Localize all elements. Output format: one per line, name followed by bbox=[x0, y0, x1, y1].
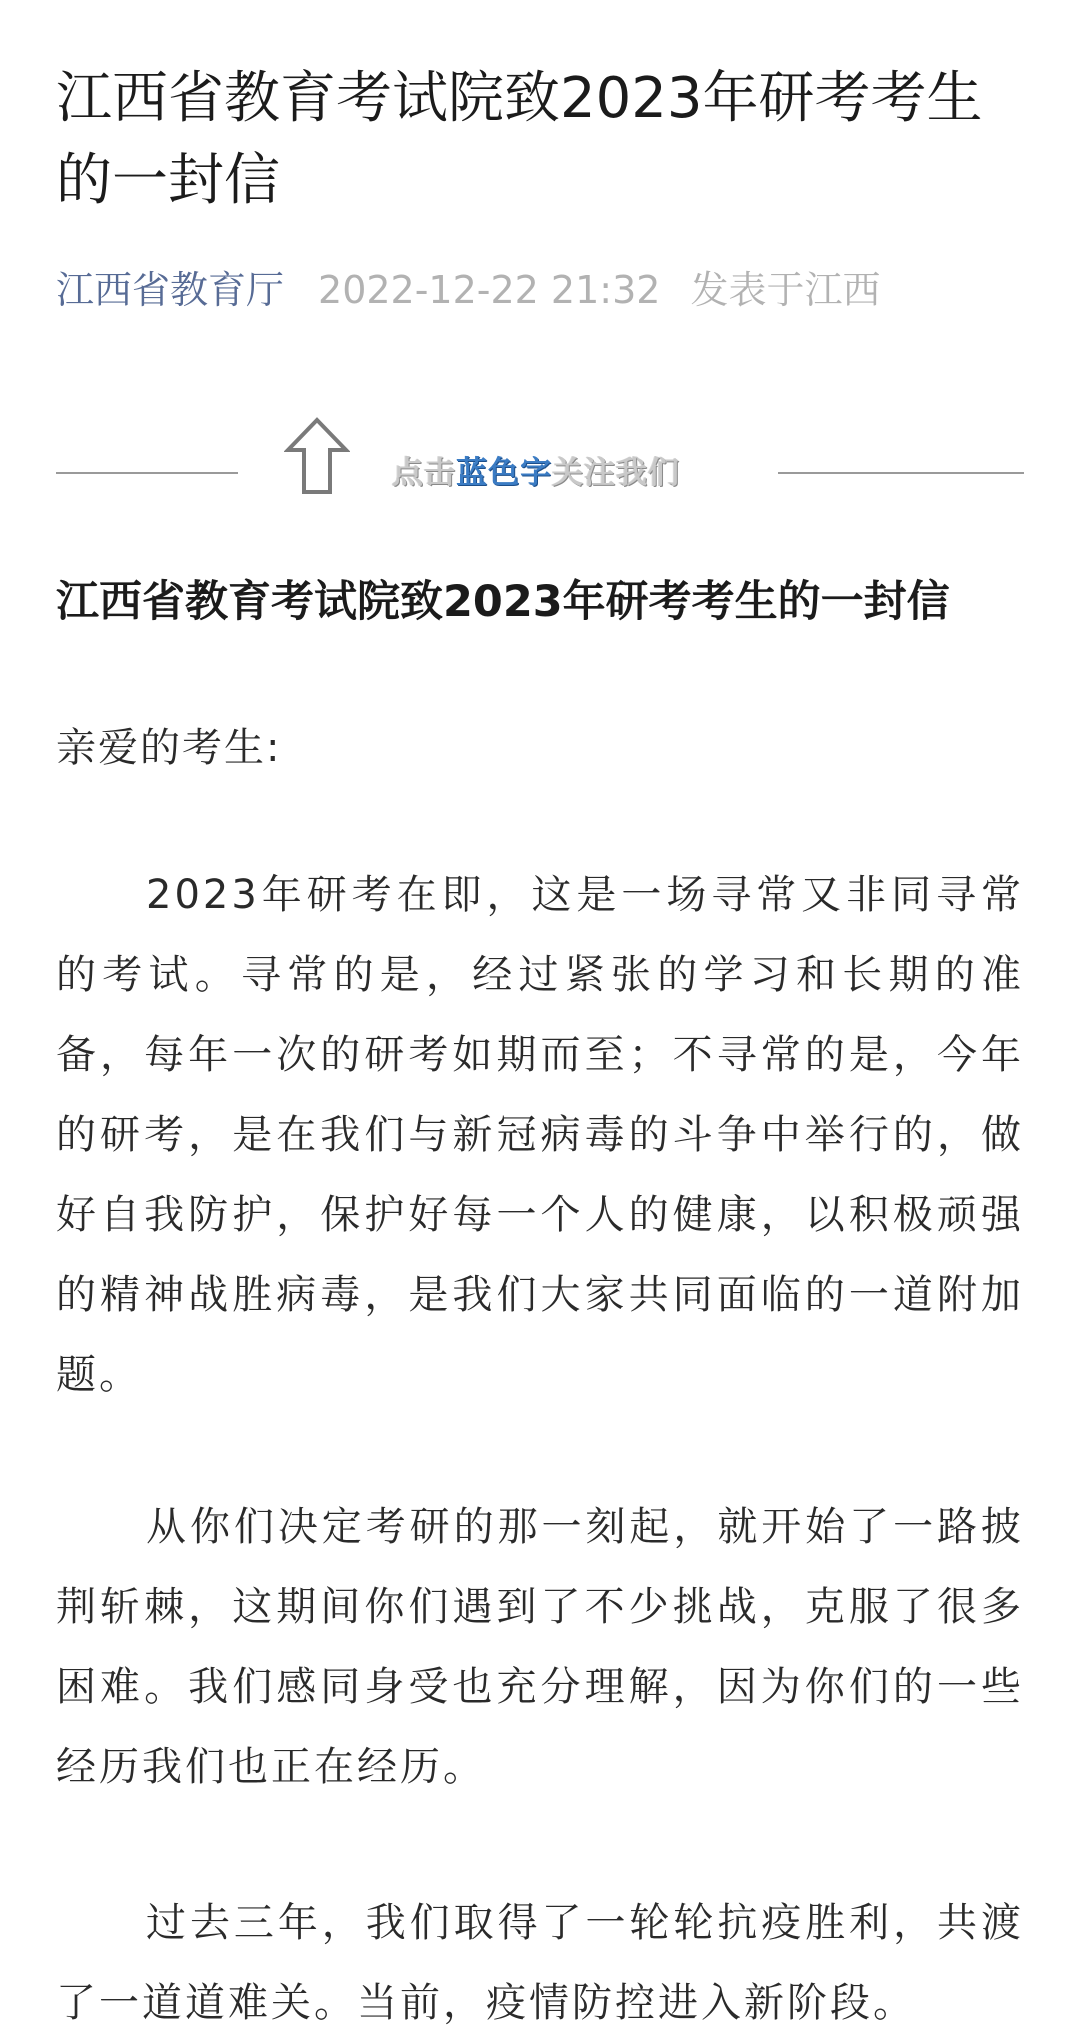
publish-time: 2022-12-22 21:32 bbox=[318, 268, 661, 312]
article-meta bbox=[56, 262, 880, 318]
content-heading: 江西省教育考试院致2023年研考考生的一封信 bbox=[56, 577, 950, 627]
follow-highlight: 蓝色字 bbox=[456, 455, 552, 491]
salutation: 亲爱的考生: bbox=[56, 725, 282, 771]
paragraph: 过去三年，我们取得了一轮轮抗疫胜利，共渡了一道道难关。当前，疫情防控进入新阶段。 bbox=[56, 1900, 1024, 2026]
account-name-link[interactable]: 江西省教育厅 bbox=[56, 268, 285, 312]
article-title: 江西省教育考试院致2023年研考考生的一封信 bbox=[56, 66, 983, 213]
follow-suffix: 关注我们 bbox=[552, 455, 680, 491]
up-arrow-icon bbox=[284, 416, 350, 496]
divider-left bbox=[56, 472, 238, 474]
paragraph: 2023年研考在即，这是一场寻常又非同寻常的考试。寻常的是，经过紧张的学习和长期的准备，每年一次的研考如期而至；不寻常的是，今年的研考，是在我们与新冠病毒的斗争中举行的，做好自我防护，保护好每一个人的健康，以积极顽强的精神战胜病毒，是我们大家共同面临的一道附加题。 bbox=[56, 872, 1024, 1398]
publish-location: 发表于江西 bbox=[690, 268, 881, 312]
paragraph: 从你们决定考研的那一刻起，就开始了一路披荆斩棘，这期间你们遇到了不少挑战，克服了很多困难。我们感同身受也充分理解，因为你们的一些经历我们也正在经历。 bbox=[56, 1504, 1024, 1790]
follow-prefix: 点击 bbox=[392, 455, 456, 491]
divider-right bbox=[778, 472, 1024, 474]
follow-prompt-text bbox=[392, 450, 680, 496]
follow-banner[interactable] bbox=[56, 414, 1024, 498]
